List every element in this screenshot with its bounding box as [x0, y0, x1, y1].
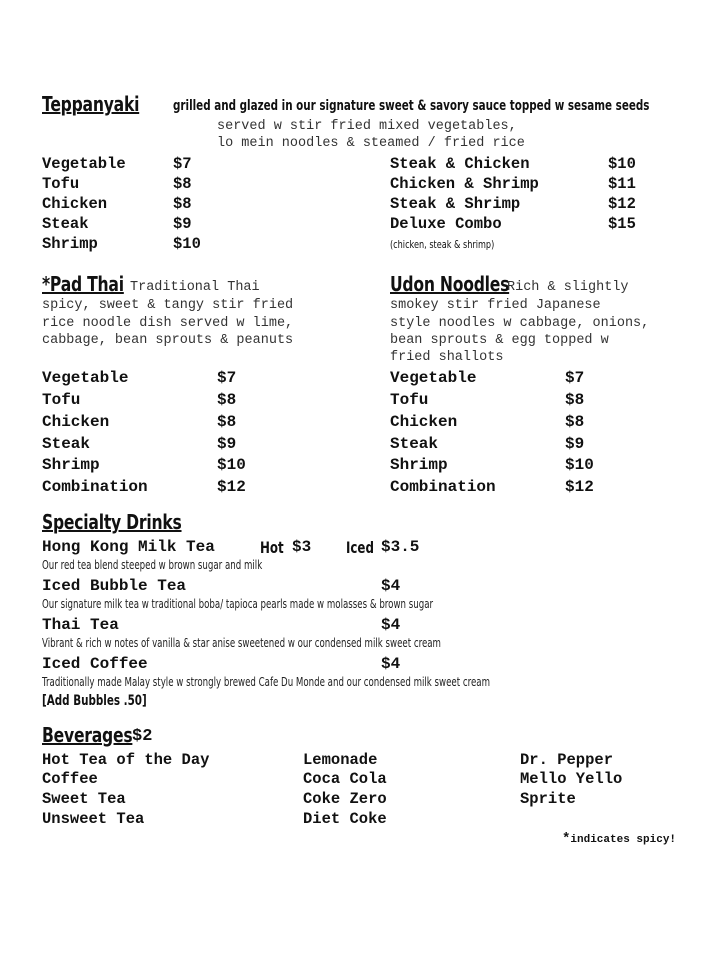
menu-item-name: Tofu	[42, 175, 80, 193]
menu-item-name: Tofu	[390, 391, 429, 409]
menu-item-price: $9	[565, 435, 585, 453]
menu-item-price: $10	[173, 235, 201, 253]
pad-thai-desc-line-3: rice noodle dish served w lime,	[42, 316, 294, 331]
drink-price: $4	[381, 616, 401, 634]
beverage-item: Lemonade	[303, 751, 378, 769]
drink-name: Thai Tea	[42, 616, 119, 634]
spicy-star: *	[562, 831, 571, 847]
menu-item-price: $15	[608, 215, 636, 233]
udon-desc-line-5: fried shallots	[390, 350, 504, 365]
teppanyaki-tagline: grilled and glazed in our signature sweet & savory sauce topped w sesame seeds	[173, 98, 650, 114]
menu-item-name: Deluxe Combo	[390, 215, 502, 233]
menu-item-name: Steak & Chicken	[390, 155, 530, 173]
drink-price: $3.5	[381, 538, 420, 556]
menu-item-name: Shrimp	[390, 456, 448, 474]
udon-desc-line-4: bean sprouts & egg topped w	[390, 333, 609, 348]
menu-item-price: $8	[173, 175, 192, 193]
beverage-item: Dr. Pepper	[520, 751, 614, 769]
menu-item-price: $7	[217, 369, 237, 387]
menu-item-name: Combination	[390, 478, 496, 496]
beverage-item: Coke Zero	[303, 790, 387, 808]
specialty-drinks-heading: Specialty Drinks	[42, 510, 182, 534]
drink-price: $4	[381, 577, 401, 595]
menu-item-name: Chicken	[390, 413, 458, 431]
menu-item-price: $8	[217, 391, 237, 409]
teppanyaki-served-line-2: lo mein noodles & steamed / fried rice	[217, 136, 525, 151]
beverage-item: Sprite	[520, 790, 576, 808]
menu-item-name: Vegetable	[42, 369, 129, 387]
menu-item-name: Steak & Shrimp	[390, 195, 521, 213]
menu-item-name: Steak	[390, 435, 439, 453]
menu-item-name: Shrimp	[42, 235, 98, 253]
menu-item-name: Steak	[42, 435, 91, 453]
drink-price: $3	[292, 538, 312, 556]
pad-thai-desc-line-1: Traditional Thai	[130, 280, 260, 295]
menu-item-price: $8	[217, 413, 237, 431]
menu-item-name: Shrimp	[42, 456, 100, 474]
menu-item-price: $10	[217, 456, 246, 474]
menu-item-price: $12	[217, 478, 246, 496]
drink-description: Traditionally made Malay style w strongly brewed Cafe Du Monde and our condensed milk sweet cream	[42, 675, 491, 689]
drink-price: $4	[381, 655, 401, 673]
beverage-item: Coca Cola	[303, 770, 387, 788]
drink-name: Iced Coffee	[42, 655, 148, 673]
menu-item-price: $9	[217, 435, 237, 453]
drink-iced-label: Iced	[346, 538, 374, 557]
menu-item-name: Vegetable	[390, 369, 477, 387]
menu-item-price: $9	[173, 215, 192, 233]
menu-item-price: $10	[565, 456, 594, 474]
menu-item-price: $7	[173, 155, 192, 173]
menu-item-name: Steak	[42, 215, 89, 233]
beverage-item: Unsweet Tea	[42, 810, 145, 828]
menu-item-price: $11	[608, 175, 636, 193]
pad-thai-desc-line-2: spicy, sweet & tangy stir fried	[42, 298, 294, 313]
beverage-item: Hot Tea of the Day	[42, 751, 210, 769]
drink-description: Our signature milk tea w traditional boba/ tapioca pearls made w molasses & brown sugar	[42, 597, 434, 611]
drink-name: Iced Bubble Tea	[42, 577, 187, 595]
beverages-price: $2	[132, 727, 153, 746]
drink-description: Vibrant & rich w notes of vanilla & star anise sweetened w our condensed milk sweet cream	[42, 636, 441, 650]
teppanyaki-heading: Teppanyaki	[42, 92, 140, 116]
menu-item-price: $12	[565, 478, 594, 496]
menu-item-name: Chicken	[42, 413, 110, 431]
menu-item-price: $10	[608, 155, 636, 173]
spicy-legend-text: indicates spicy!	[570, 834, 677, 846]
menu-item-price: $12	[608, 195, 636, 213]
beverage-item: Mello Yello	[520, 770, 623, 788]
drink-name: Hong Kong Milk Tea	[42, 538, 215, 556]
menu-item-name: Chicken	[42, 195, 108, 213]
beverage-item: Coffee	[42, 770, 98, 788]
udon-heading: Udon Noodles	[390, 272, 510, 296]
udon-desc-line-3: style noodles w cabbage, onions,	[390, 316, 650, 331]
menu-item-price: $7	[565, 369, 585, 387]
menu-item-name: Combination	[42, 478, 148, 496]
menu-item-name: Chicken & Shrimp	[390, 175, 539, 193]
drink-hot-label: Hot	[260, 538, 284, 557]
udon-desc-line-1: Rich & slightly	[507, 280, 629, 295]
beverage-item: Sweet Tea	[42, 790, 126, 808]
teppanyaki-served-line-1: served w stir fried mixed vegetables,	[217, 119, 517, 134]
pad-thai-heading: *Pad Thai	[42, 272, 124, 296]
menu-item-price: $8	[173, 195, 192, 213]
beverages-heading: Beverages	[42, 723, 133, 747]
menu-item-name: Vegetable	[42, 155, 126, 173]
menu-item-name: Tofu	[42, 391, 81, 409]
add-bubbles-note: [Add Bubbles .50]	[42, 693, 147, 709]
drink-description: Our red tea blend steeped w brown sugar and milk	[42, 558, 263, 572]
udon-desc-line-2: smokey stir fried Japanese	[390, 298, 601, 313]
beverage-item: Diet Coke	[303, 810, 387, 828]
pad-thai-desc-line-4: cabbage, bean sprouts & peanuts	[42, 333, 294, 348]
menu-item-price: $8	[565, 391, 585, 409]
menu-item-price: $8	[565, 413, 585, 431]
spicy-legend	[562, 831, 676, 847]
combo-note: (chicken, steak & shrimp)	[390, 238, 495, 251]
